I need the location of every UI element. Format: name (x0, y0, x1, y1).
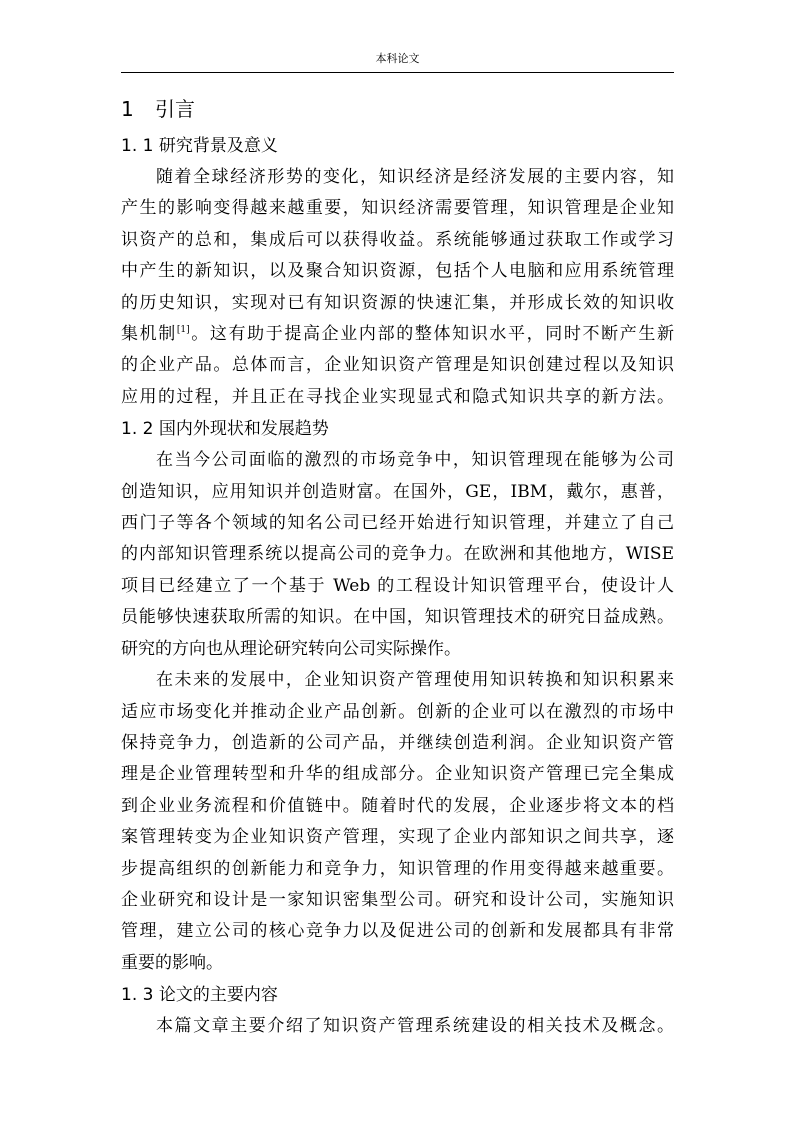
section-heading-1-2: 1. 2 国内外现状和发展趋势 (121, 419, 329, 440)
text-line: 研究的方向也从理论研究转向公司实际操作。 (121, 638, 461, 659)
text-line: 理是企业管理转型和升华的组成部分。企业知识资产管理已完全集成 (121, 764, 674, 785)
text-segment: 集机制 (121, 324, 177, 345)
text-line: 在当今公司面临的激烈的市场竞争中，知识管理现在能够为公司 (156, 450, 674, 471)
page-header: 本科论文 (375, 52, 420, 65)
paragraph-1-2-2 (121, 665, 674, 979)
text-line: 的历史知识，实现对已有知识资源的快速汇集，并形成长效的知识收 (121, 292, 674, 313)
text-line-with-citation (121, 319, 674, 350)
header-divider (121, 72, 674, 73)
chapter-number: 1 (121, 97, 134, 121)
section-heading-1-1: 1. 1 研究背景及意义 (121, 136, 278, 156)
citation-ref[interactable]: [1] (176, 325, 190, 336)
text-line: 产生的影响变得越来越重要，知识经济需要管理，知识管理是企业知 (121, 198, 674, 219)
chapter-heading (121, 92, 674, 126)
text-line: 企业研究和设计是一家知识密集型公司。研究和设计公司，实施知识 (121, 889, 674, 910)
text-line: 中产生的新知识，以及聚合知识资源，包括个人电脑和应用系统管理 (121, 261, 674, 282)
text-line: 员能够快速获取所需的知识。在中国，知识管理技术的研究日益成熟。 (121, 607, 674, 628)
text-line: 应用的过程，并且正在寻找企业实现显式和隐式知识共享的新方法。 (121, 386, 674, 407)
chapter-title: 引言 (155, 97, 195, 121)
section-heading-1-3: 1. 3 论文的主要内容 (121, 985, 278, 1006)
text-line: 案管理转变为企业知识资产管理，实现了企业内部知识之间共享，逐 (121, 827, 674, 848)
text-segment: 。这有助于提高企业内部的整体知识水平，同时不断产生新 (189, 324, 675, 345)
text-line: 项目已经建立了一个基于 Web 的工程设计知识管理平台，使设计人 (121, 575, 674, 596)
paragraph-1-3-1 (121, 1011, 674, 1042)
text-line: 重要的影响。 (121, 952, 223, 973)
paragraph-1-1-1 (121, 162, 674, 413)
text-line: 保持竞争力，创造新的公司产品，并继续创造利润。企业知识资产管 (121, 732, 674, 753)
text-line: 管理，建立公司的核心竞争力以及促进公司的创新和发展都具有非常 (121, 921, 674, 942)
paragraph-1-2-1 (121, 445, 674, 665)
text-line: 在未来的发展中，企业知识资产管理使用知识转换和知识积累来 (156, 670, 674, 691)
text-line: 创造知识，应用知识并创造财富。在国外，GE，IBM，戴尔，惠普， (121, 481, 674, 502)
text-line: 识资产的总和，集成后可以获得收益。系统能够通过获取工作或学习 (121, 229, 674, 250)
text-line: 本篇文章主要介绍了知识资产管理系统建设的相关技术及概念。 (156, 1016, 674, 1037)
text-line: 到企业业务流程和价值链中。随着时代的发展，企业逐步将文本的档 (121, 795, 674, 816)
document-body (121, 92, 674, 1043)
text-line: 的内部知识管理系统以提高公司的竞争力。在欧洲和其他地方，WISE (121, 544, 674, 565)
text-line: 适应市场变化并推动企业产品创新。创新的企业可以在激烈的市场中 (121, 701, 674, 722)
text-line: 的企业产品。总体而言，企业知识资产管理是知识创建过程以及知识 (121, 355, 674, 376)
text-line: 随着全球经济形势的变化，知识经济是经济发展的主要内容，知 (156, 167, 674, 187)
text-line: 西门子等各个领域的知名公司已经开始进行知识管理，并建立了自己 (121, 513, 674, 534)
text-line: 步提高组织的创新能力和竞争力，知识管理的作用变得越来越重要。 (121, 858, 674, 879)
